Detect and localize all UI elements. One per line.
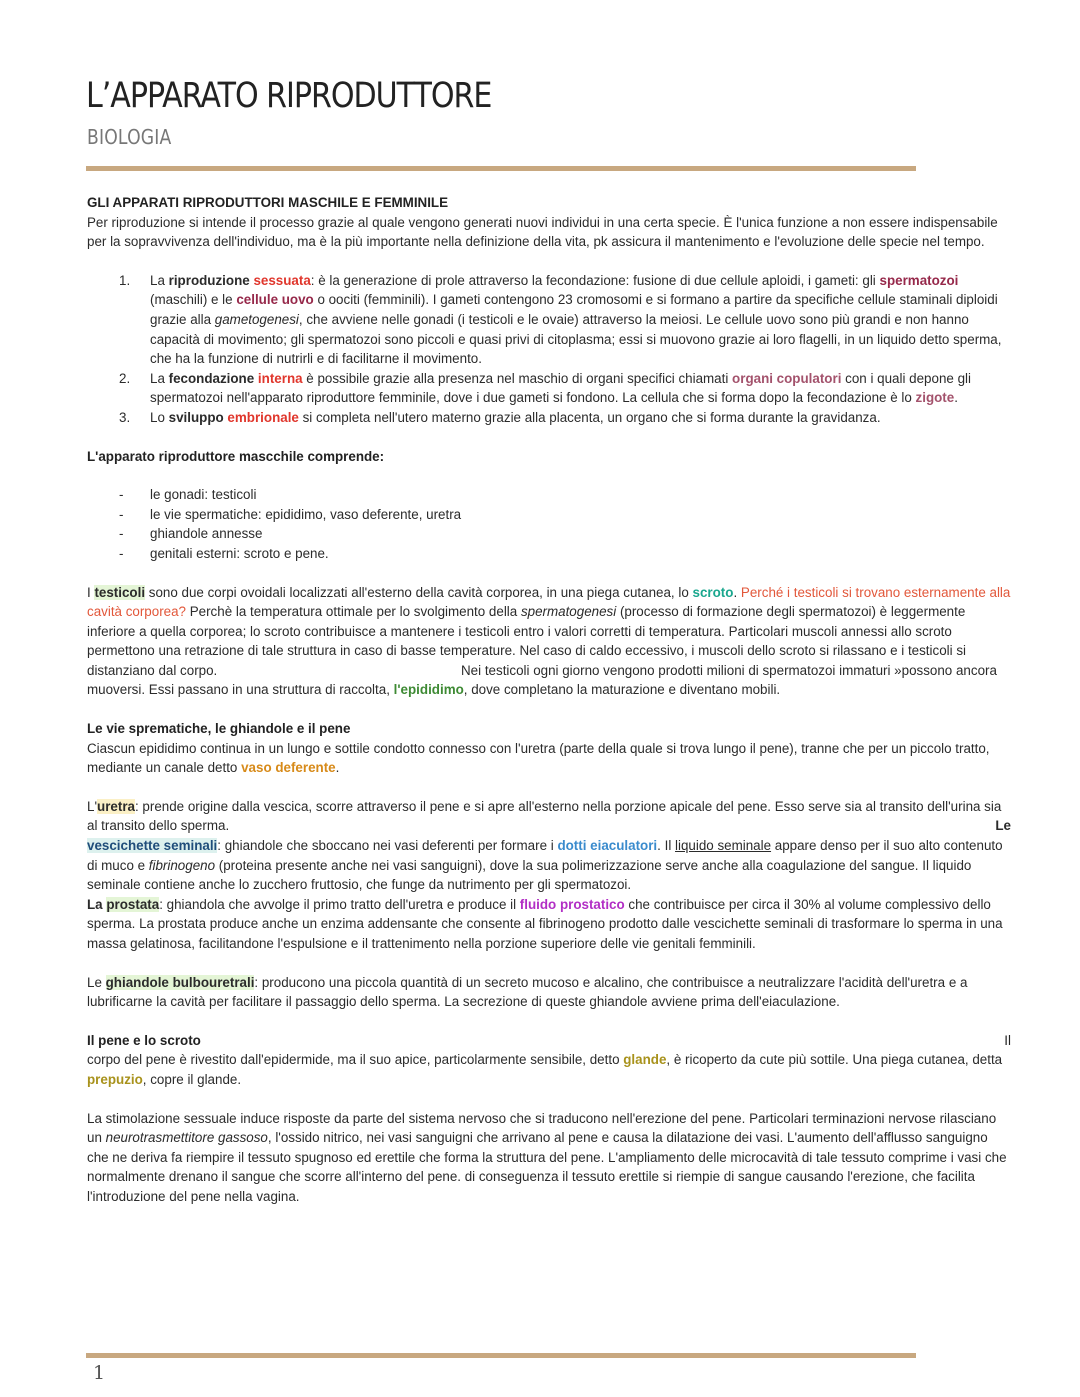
term-spermatogenesi: spermatogenesi [520,604,617,620]
term-organi-copulatori: organi copulatori [732,370,842,386]
term-gametogenesi: gametogenesi [214,311,299,327]
list-dash: - [119,487,124,503]
section-heading-pene [87,1031,1011,1051]
text-run: sono due corpi ovoidali localizzati all'esterno della cavità corporea, in una piega cutanea, lo [145,584,693,600]
list-dash: - [119,526,124,542]
text-run: La [87,896,107,912]
term-fecondazione: fecondazione [168,370,255,386]
page-number: 1 [93,1362,106,1384]
text-run: Le [995,818,1011,834]
question-testicoli: Perché i testicoli si trovano esternamente alla cavità corporea? [87,584,1011,620]
text-run: I [87,584,95,600]
text-run: La stimolazione sessuale induce risposte da parte del sistema nervoso che si traducono nell'erezione del pene. Particolari terminazioni nervose rilasciano un [87,1110,997,1146]
text-run: : è la generazione di prole attraverso la fecondazione: fusione di due cellule aploidi, i gameti: gli [310,272,880,288]
text-run: Nei testicoli ogni giorno vengono prodotti milioni di spermatozoi immaturi »possono ancora muoversi. Essi passano in una struttura di raccolta, [87,662,997,698]
term-testicoli: testicoli [94,584,146,600]
term-vescichette-seminali: vescichette seminali [87,838,218,854]
term-spermatozoi: spermatozoi [879,272,959,288]
paragraph-uretra [87,797,1011,836]
list-dash: - [119,545,124,561]
term-scroto: scroto [692,584,734,600]
section-heading-vie: Le vie sprematiche, le ghiandole e il pene [87,721,351,737]
list-number: 2. [119,370,131,386]
paragraph-ghiandole [87,973,1011,1012]
term-fibrinogeno: fibrinogeno [148,857,216,873]
header-divider [86,166,916,171]
term-zigote: zigote [915,390,955,406]
list-dash: - [119,506,124,522]
text-run: : prende origine dalla vescica, scorre attraverso il pene e si apre all'esterno nella porzione apicale del pene. Esso serve sia al transito dell'urina sia al transito dello sperma. [87,798,1002,834]
term-fluido-prostatico: fluido prostatico [519,896,625,912]
text-run: (maschili) e le [150,292,237,308]
list-number: 3. [119,409,131,425]
list-item [87,544,1011,564]
term-liquido-seminale: liquido seminale [675,838,772,854]
text-run: corpo del pene è rivestito dall'epidermide, ma il suo apice, particolarmente sensibile, detto [87,1052,624,1068]
list-item-text: le vie spermatiche: epididimo, vaso deferente, uretra [150,506,462,522]
text-run: Le [87,974,106,990]
term-embrionale: embrionale [227,409,299,425]
term-riproduzione: riproduzione [168,272,250,288]
term-ghiandole-bulbouretrali: ghiandole bulbouretrali [105,974,255,990]
dash-list [87,485,1011,563]
term-cellule-uovo: cellule uovo [236,292,314,308]
text-run: , è ricoperto da cute più sottile. Una piega cutanea, detta [666,1052,1003,1068]
list-item [87,485,1011,505]
term-sessuata: sessuata [253,272,311,288]
term-epididimo: l'epididimo [393,682,464,698]
text-run: (proteina presente anche nei vasi sanguigni), dove la sua polimerizzazione serve anche alla coagulazione del sangue. Il liquido seminale contiene anche lo zucchero fruttosio, che funge da nutrimento per gli spermatozoi. [87,857,972,893]
intro-paragraph: Per riproduzione si intende il processo grazie al quale vengono generati nuovi individui in una certa specie. È l'unica funzione a non essere indispensabile per la sopravvivenza dell'individuo, ma è la più importante nella definizione della vita, pk assicura il mantenimento e l'evoluzione delle specie nel tempo. [87,214,998,250]
term-glande: glande [623,1052,667,1068]
paragraph-vescichette [87,836,1011,895]
text-run: . [733,584,741,600]
text-run: Lo [150,409,169,425]
paragraph-pene [87,1050,1011,1089]
text-run: che contribuisce per circa il 30% al volume complessivo dello sperma. La prostata produce anche un enzima addensante che consente al fibrinogeno prodotto dalle vescichette seminali di trasformare lo sperma in una massa gelatinosa, facilitandone l'espulsione e il trattenimento nella porzione superiore delle vie genitali femminili. [87,896,1003,951]
text-run: : ghiandole che sboccano nei vasi deferenti per formare i [217,838,558,854]
text-run: , che avviene nelle gonadi (i testicoli e le ovaie) attraverso la meiosi. Le cellule uovo sono più grandi e non hanno capacità di movimento; gli spermatozoi sono piccoli e quasi privi di citoplasma; essi si muovono grazie ai loro flagelli, in un liquido detto sperma, che ha la funzione di nutrirli e di facilitarne il movimento. [150,311,1002,367]
paragraph-stimolazione [87,1109,1011,1207]
text-run: : producono una piccola quantità di un secreto mucoso e alcalino, che contribuisce a neutralizzare l'acidità dell'uretra e a lubrificarne la cavità per facilitare il passaggio dello sperma. La secrezione di queste ghiandole avviene prima dell'eiaculazione. [87,974,968,1010]
text-run: è possibile grazie alla presenza nel maschio di organi specifici chiamati [302,370,733,386]
text-run: Perchè la temperatura ottimale per lo svolgimento della [186,604,521,620]
text-run: : ghiandola che avvolge il primo tratto dell'uretra e produce il [159,896,520,912]
page-subtitle: BIOLOGIA [87,125,172,149]
list-item-text: genitali esterni: scroto e pene. [150,545,329,561]
term-sviluppo: sviluppo [168,409,224,425]
numbered-list [87,271,1011,428]
list-number: 1. [119,272,131,288]
list-item [87,505,1011,525]
paragraph-prostata [87,895,1011,954]
text-run: . [954,390,958,406]
term-vaso-deferente: vaso deferente [241,760,336,776]
list-item [87,524,1011,544]
text-run: L' [87,798,98,814]
term-uretra: uretra [97,798,135,814]
text-run: Ciascun epididimo continua in un lungo e sottile condotto connesso con l'uretra (parte della quale si trova lungo il pene), tranne che per un piccolo tratto, mediante un canale detto [87,740,990,776]
text-run: (processo di formazione degli spermatozoi) è leggermente inferiore a quella corporea; lo scroto contribuisce a mantenere i testicoli entro i valori corretti di temperatura. Particolari muscoli annessi allo scroto permettono una retrazione di tale struttura in caso di basse temperature. Nel caso di caldo eccessivo, i muscoli dello scroto si rilassano e i testicoli si distanziano dal corpo. [87,604,966,678]
term-neurotrasmettitore: neurotrasmettitore gassoso [105,1130,268,1146]
list-item [87,408,1011,428]
paragraph-testicoli [87,583,1011,701]
section-heading-apparati: GLI APPARATI RIPRODUTTORI MASCHILE E FEMMINILE [87,195,449,210]
text-run: . [335,760,340,776]
text-run: La [150,370,169,386]
footer-divider [86,1353,916,1358]
heading-text: Il pene e lo scroto [87,1032,201,1048]
text-run: , l'ossido nitrico, nei vasi sanguigni che arrivano al pene e causa la dilatazione dei vasi. L'aumento dell'afflusso sanguigno che ne deriva fa riempire il tessuto spugnoso ed erettile che forma la struttura del pene. L'ampliamento delle microcavità di tale tessuto comprime i vasi che normalmente drenano il sangue che scorre all'interno del pene. di conseguenza il tessuto erettile si riempie di sangue causando l'erezione, che facilita l'introduzione del pene nella vagina. [87,1130,1007,1204]
page-title: L’APPARATO RIPRODUTTORE [86,76,492,116]
list-item [87,369,1011,408]
term-dotti-eiaculatori: dotti eiaculatori [557,838,658,854]
paragraph-vie [87,739,1011,778]
term-interna: interna [257,370,303,386]
term-prostata: prostata [106,896,160,912]
text-run: appare denso per il suo alto contenuto di muco e [87,838,1003,873]
text-run: La [150,272,169,288]
list-item-text: le gonadi: testicoli [150,487,257,503]
text-run: , copre il glande. [142,1071,242,1087]
list-item-text: ghiandole annesse [150,526,263,542]
term-prepuzio: prepuzio [87,1071,143,1087]
text-run: . Il [657,838,676,854]
text-run: Il [1004,1032,1011,1048]
section-heading-maschile: L'apparato riproduttore mascchile comprende: [87,448,385,464]
document-body [87,193,1011,1207]
text-run: o oociti (femminili). I gameti contengono 23 cromosomi e si formano a partire da specifiche cellule staminali diploidi grazie alla [150,292,998,327]
text-run: si completa nell'utero materno grazie alla placenta, un organo che si forma durante la gravidanza. [298,409,881,425]
text-run: , dove completano la maturazione e diventano mobili. [463,682,781,698]
text-run: con i quali depone gli spermatozoi nell'apparato riproduttore femminile, dove i due gameti si fondono. La cellula che si forma dopo la fecondazione è lo [150,370,971,406]
list-item [87,271,1011,369]
